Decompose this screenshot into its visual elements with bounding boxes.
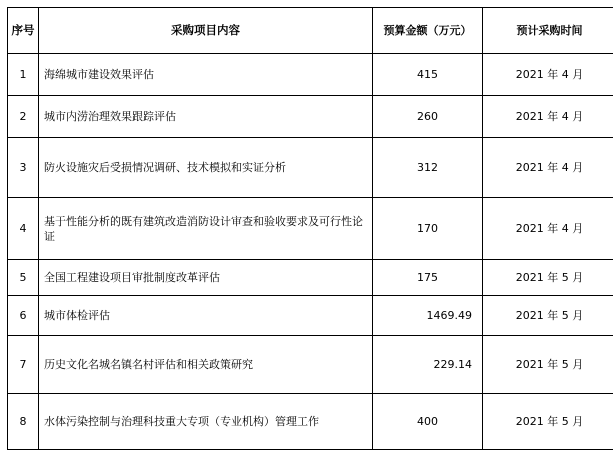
row-time: 2021 年 5 月	[483, 296, 613, 336]
row-number: 2	[8, 96, 39, 138]
header-time: 预计采购时间	[483, 8, 613, 54]
row-content: 水体污染控制与治理科技重大专项（专业机构）管理工作	[39, 394, 373, 450]
row-amount: 312	[373, 138, 483, 198]
row-amount: 415	[373, 54, 483, 96]
row-number: 3	[8, 138, 39, 198]
table-header-row	[8, 8, 613, 54]
row-time: 2021 年 5 月	[483, 394, 613, 450]
header-no: 序号	[8, 8, 39, 54]
table-row	[8, 260, 613, 296]
header-content: 采购项目内容	[39, 8, 373, 54]
row-number: 6	[8, 296, 39, 336]
row-content: 全国工程建设项目审批制度改革评估	[39, 260, 373, 296]
table-row	[8, 96, 613, 138]
row-number: 7	[8, 336, 39, 394]
row-time: 2021 年 5 月	[483, 260, 613, 296]
row-time: 2021 年 4 月	[483, 96, 613, 138]
row-content: 防火设施灾后受损情况调研、技术模拟和实证分析	[39, 138, 373, 198]
table-row	[8, 54, 613, 96]
row-content: 城市内涝治理效果跟踪评估	[39, 96, 373, 138]
row-time: 2021 年 4 月	[483, 138, 613, 198]
row-content: 城市体检评估	[39, 296, 373, 336]
row-amount: 260	[373, 96, 483, 138]
row-amount: 170	[373, 198, 483, 260]
table-row	[8, 394, 613, 450]
row-content: 基于性能分析的既有建筑改造消防设计审查和验收要求及可行性论证	[39, 198, 373, 260]
row-time: 2021 年 5 月	[483, 336, 613, 394]
procurement-table	[7, 7, 613, 450]
row-number: 4	[8, 198, 39, 260]
header-amount: 预算金额（万元）	[373, 8, 483, 54]
row-amount: 229.14	[373, 336, 483, 394]
row-number: 8	[8, 394, 39, 450]
table-row	[8, 336, 613, 394]
row-number: 5	[8, 260, 39, 296]
table-row	[8, 198, 613, 260]
row-amount: 175	[373, 260, 483, 296]
table-row	[8, 138, 613, 198]
table-row	[8, 296, 613, 336]
row-time: 2021 年 4 月	[483, 54, 613, 96]
row-time: 2021 年 4 月	[483, 198, 613, 260]
procurement-table-container	[7, 7, 613, 450]
row-content: 海绵城市建设效果评估	[39, 54, 373, 96]
row-number: 1	[8, 54, 39, 96]
row-amount: 1469.49	[373, 296, 483, 336]
row-content: 历史文化名城名镇名村评估和相关政策研究	[39, 336, 373, 394]
row-amount: 400	[373, 394, 483, 450]
